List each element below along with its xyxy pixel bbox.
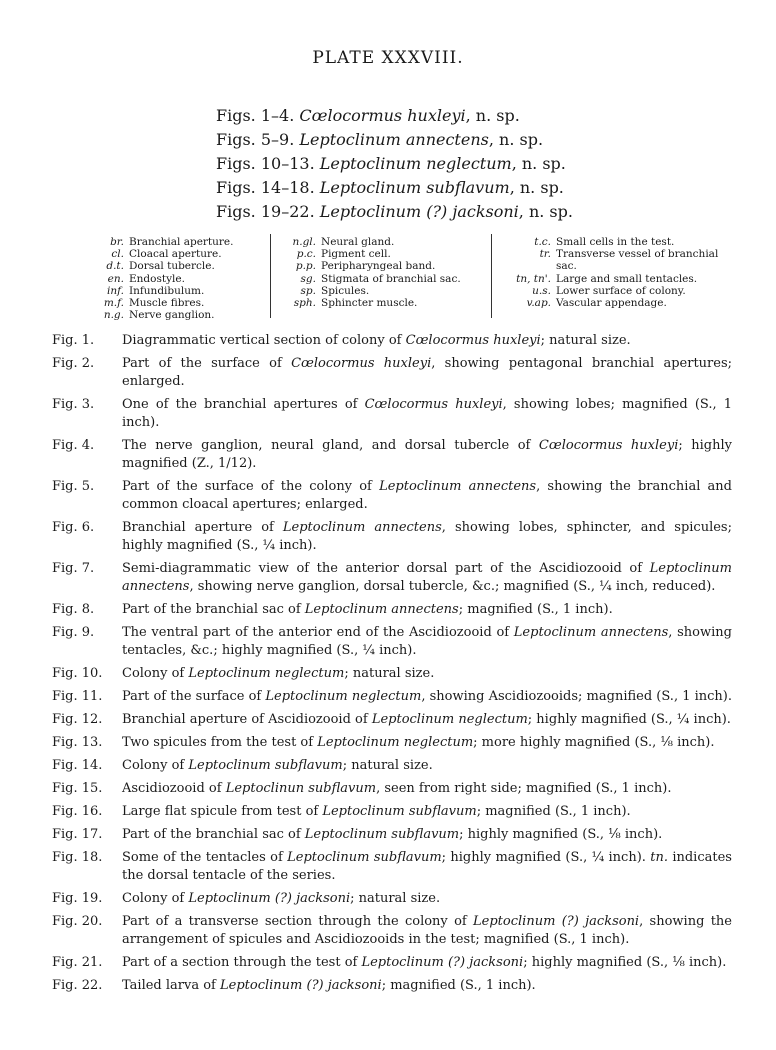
caption-text: Semi-diagrammatic view of the anterior dorsal part of the Ascidiozooid of [122, 561, 650, 576]
figure-number: Fig. 11. [52, 689, 103, 704]
figure-description [122, 913, 732, 949]
abbreviation: sph. [293, 297, 316, 310]
caption-text: Part of the surface of [122, 689, 266, 704]
figure-caption [52, 780, 732, 798]
species-name-italic: Leptoclinum annectens [122, 561, 732, 594]
abbreviation-row [282, 297, 461, 309]
abbreviation-definition: Sphincter muscle. [321, 297, 418, 310]
figure-caption [52, 665, 732, 683]
caption-text: Part of the branchial sac of [122, 602, 305, 617]
caption-text: , showing pentagonal branchial apertures; enlarged. [122, 356, 733, 389]
species-name: Leptoclinum annectens [299, 130, 489, 149]
species-line [216, 104, 636, 128]
figure-number: Fig. 13. [52, 735, 103, 750]
figure-description [122, 624, 732, 660]
abbreviation: n.g. [103, 309, 124, 322]
abbreviation-definition: Spicules. [321, 284, 370, 297]
species-list [216, 104, 636, 224]
caption-text: Some of the tentacles of [122, 850, 288, 865]
caption-text: Branchial aperture of [122, 520, 283, 535]
caption-text: , showing tentacles, &c.; highly magnified (S., ¼ inch). [122, 625, 732, 658]
species-line [216, 200, 636, 224]
species-suffix: , n. sp. [509, 178, 564, 197]
abbreviation: v.ap. [526, 297, 551, 310]
caption-text: ; highly magnified (S., ¼ inch). [527, 712, 731, 727]
figure-number: Fig. 4. [52, 438, 95, 453]
abbreviation-row [95, 309, 233, 321]
figure-number: Fig. 1. [52, 333, 95, 348]
figure-caption [52, 890, 732, 908]
figure-caption [52, 624, 732, 660]
abbreviation-row [95, 297, 233, 309]
abbreviation-definition: Branchial aperture. [129, 236, 234, 248]
caption-text: , showing Ascidiozooids; magnified (S., 1 inch). [421, 689, 732, 704]
species-name-italic: Leptoclinum neglectum [188, 666, 345, 681]
figure-description [122, 688, 732, 706]
figure-number: Fig. 12. [52, 712, 103, 727]
figure-description [122, 890, 732, 908]
abbreviation: n.gl. [292, 236, 316, 248]
species-suffix: , n. sp. [511, 154, 566, 173]
caption-text: ; natural size. [342, 758, 433, 773]
column-divider [270, 234, 271, 318]
abbreviation-definition: Large and small tentacles. [556, 272, 698, 285]
figure-caption [52, 849, 732, 885]
figure-number: Fig. 9. [52, 625, 95, 640]
figure-number: Fig. 19. [52, 891, 103, 906]
caption-text: Diagrammatic vertical section of colony of [122, 333, 406, 348]
abbreviation-row [95, 236, 233, 248]
caption-text: , showing lobes; magnified (S., 1 inch). [122, 397, 732, 430]
caption-text: Tailed larva of [122, 978, 220, 993]
figure-description [122, 519, 732, 555]
caption-text: ; magnified (S., 1 inch). [381, 978, 536, 993]
abbreviation-row [95, 260, 233, 272]
figure-description [122, 437, 732, 473]
abbreviation-definition: Peripharyngeal band. [321, 260, 436, 273]
figure-number: Fig. 8. [52, 602, 95, 617]
abbreviation: en. [107, 272, 124, 285]
figure-number: Fig. 10. [52, 666, 103, 681]
abbreviation-row [282, 285, 461, 297]
caption-text: Large flat spicule from test of [122, 804, 323, 819]
figure-number: Fig. 18. [52, 850, 103, 865]
caption-text: Part of a section through the test of [122, 955, 362, 970]
species-name-italic: Cœlocormus huxleyi [364, 397, 503, 412]
abbreviation-definition: Dorsal tubercle. [129, 260, 215, 273]
abbreviation-definition: Endostyle. [129, 272, 185, 285]
abbreviation-row [282, 236, 461, 248]
species-figs: Figs. 5–9. [216, 130, 295, 149]
species-figs: Figs. 10–13. [216, 154, 315, 173]
caption-text: , showing nerve ganglion, dorsal tubercle, &c.; magnified (S., ¼ inch, reduced). [189, 579, 716, 594]
caption-text: Part of the surface of [122, 356, 292, 371]
figure-number: Fig. 22. [52, 978, 103, 993]
caption-text: ; magnified (S., 1 inch). [476, 804, 631, 819]
abbreviation-row [95, 273, 233, 285]
abbreviation: p.p. [295, 260, 316, 273]
abbreviation-definition: Infundibulum. [129, 284, 205, 297]
caption-text: , showing the arrangement of spicules and Ascidiozooids in the test; magnified (S., 1 inch). [122, 914, 732, 947]
figure-description [122, 560, 732, 596]
abbreviation: d.t. [106, 260, 124, 273]
figure-number: Fig. 6. [52, 520, 95, 535]
figure-number: Fig. 16. [52, 804, 103, 819]
species-name-italic: Leptoclinum annectens [282, 520, 442, 535]
abbreviation-definition: Pigment cell. [321, 248, 391, 261]
figure-number: Fig. 7. [52, 561, 95, 576]
species-name-italic: Leptoclinum annectens [304, 602, 459, 617]
figure-caption [52, 977, 732, 995]
figure-number: Fig. 17. [52, 827, 103, 842]
abbreviation-row [95, 248, 233, 260]
abbreviation-row [282, 248, 461, 260]
species-figs: Figs. 1–4. [216, 106, 295, 125]
figure-caption [52, 803, 732, 821]
figure-number: Fig. 20. [52, 914, 103, 929]
abbreviation-definition: Vascular appendage. [556, 297, 667, 310]
figure-description [122, 478, 732, 514]
abbreviation-row [497, 236, 726, 248]
species-name-italic: tn. [650, 850, 668, 865]
species-name-italic: Leptoclinun subflavum [225, 781, 377, 796]
figure-number: Fig. 2. [52, 356, 95, 371]
species-name-italic: Leptoclinum neglectum [265, 689, 422, 704]
caption-text: Part of a transverse section through the colony of [122, 914, 474, 929]
figure-caption [52, 560, 732, 596]
caption-text: ; highly magnified (S., ¼ inch). [441, 850, 651, 865]
figure-caption [52, 954, 732, 972]
figure-number: Fig. 3. [52, 397, 95, 412]
figure-number: Fig. 21. [52, 955, 103, 970]
figure-number: Fig. 15. [52, 781, 103, 796]
figure-caption [52, 478, 732, 514]
caption-text: ; highly magnified (S., ⅛ inch). [523, 955, 727, 970]
caption-text: , seen from right side; magnified (S., 1 inch). [376, 781, 672, 796]
abbreviation-row [497, 285, 726, 297]
caption-text: , showing the branchial and common cloacal apertures; enlarged. [122, 479, 733, 512]
species-suffix: , n. sp. [488, 130, 544, 149]
figure-caption [52, 519, 732, 555]
abbreviation-definition: Lower surface of colony. [556, 284, 686, 297]
species-name-italic: Leptoclinum (?) jacksoni [220, 978, 382, 993]
figure-caption [52, 688, 732, 706]
figure-description [122, 954, 732, 972]
caption-text: ; highly magnified (S., ⅛ inch). [459, 827, 663, 842]
figure-description [122, 757, 732, 775]
species-name-italic: Leptoclinum neglectum [371, 712, 528, 727]
figure-caption [52, 757, 732, 775]
caption-text: The nerve ganglion, neural gland, and dorsal tubercle of [122, 438, 539, 453]
abbreviation: inf. [107, 284, 124, 297]
caption-text: , showing lobes, sphincter, and spicules; highly magnified (S., ¼ inch). [122, 520, 732, 553]
abbreviation-row [497, 297, 726, 309]
abbreviation-definition: Small cells in the test. [556, 236, 675, 248]
abbreviation-definition: Transverse vessel of branchial sac. [556, 248, 719, 273]
caption-text: ; natural size. [344, 666, 435, 681]
figure-number: Fig. 5. [52, 479, 95, 494]
species-name-italic: Leptoclinum subflavum [304, 827, 460, 842]
species-line [216, 128, 636, 152]
species-name-italic: Leptoclinum annectens [513, 625, 669, 640]
species-name-italic: Leptoclinum subflavum [287, 850, 442, 865]
abbreviation-row [497, 248, 726, 272]
figure-caption [52, 826, 732, 844]
abbreviation: m.f. [103, 297, 124, 310]
figure-caption [52, 396, 732, 432]
species-name-italic: Leptoclinum (?) jacksoni [361, 955, 524, 970]
caption-text: ; natural size. [540, 333, 631, 348]
figure-description [122, 734, 732, 752]
figure-caption [52, 332, 732, 350]
abbreviation-row [95, 285, 233, 297]
abbreviation: tn, tn'. [516, 272, 551, 285]
abbreviation-row [497, 273, 726, 285]
caption-text: ; highly magnified (Z., 1/12). [122, 438, 733, 471]
species-name-italic: Cœlocormus huxleyi [291, 356, 432, 371]
abbreviation: p.c. [296, 248, 316, 261]
species-name: Leptoclinum neglectum [319, 154, 512, 173]
figure-caption [52, 711, 732, 729]
abbreviation: cl. [111, 248, 124, 261]
species-name-italic: Leptoclinum annectens [379, 479, 537, 494]
species-line [216, 152, 636, 176]
abbreviation-definition: Nerve ganglion. [129, 309, 215, 322]
species-name-italic: Leptoclinum neglectum [317, 735, 474, 750]
figure-caption [52, 913, 732, 949]
abbreviation: sp. [300, 284, 316, 297]
caption-text: Part of the surface of the colony of [122, 479, 380, 494]
abbreviation-definition: Neural gland. [321, 236, 395, 248]
abbreviation: sg. [300, 272, 316, 285]
caption-text: Branchial aperture of Ascidiozooid of [122, 712, 372, 727]
figure-description [122, 396, 732, 432]
species-suffix: , n. sp. [518, 202, 573, 221]
species-name: Leptoclinum subflavum [319, 178, 510, 197]
abbreviation-column-1 [95, 236, 233, 321]
species-name-italic: Leptoclinum subflavum [322, 804, 477, 819]
figure-description [122, 780, 732, 798]
figure-caption [52, 601, 732, 619]
caption-text: The ventral part of the anterior end of the Ascidiozooid of [122, 625, 514, 640]
caption-text: Colony of [122, 891, 189, 906]
abbreviation: u.s. [532, 284, 551, 297]
species-line [216, 176, 636, 200]
abbreviation: tr. [539, 248, 551, 261]
figure-description [122, 849, 732, 885]
species-suffix: , n. sp. [465, 106, 520, 125]
plate-title: PLATE XXXVIII. [312, 48, 464, 68]
abbreviation: t.c. [534, 236, 551, 248]
species-name: Cœlocormus huxleyi [299, 106, 466, 125]
abbreviation-row [282, 260, 461, 272]
caption-text: Two spicules from the test of [122, 735, 318, 750]
figure-caption-list [52, 332, 732, 1000]
figure-caption [52, 355, 732, 391]
caption-text: ; natural size. [350, 891, 441, 906]
species-name-italic: Cœlocormus huxleyi [405, 333, 541, 348]
figure-number: Fig. 14. [52, 758, 103, 773]
abbreviation-definition: Muscle fibres. [129, 297, 205, 310]
figure-description [122, 803, 732, 821]
figure-description [122, 355, 732, 391]
caption-text: Ascidiozooid of [122, 781, 226, 796]
species-name-italic: Leptoclinum (?) jacksoni [473, 914, 640, 929]
abbreviation-column-3 [497, 236, 726, 309]
figure-description [122, 826, 732, 844]
caption-text: indicates the dorsal tentacle of the series. [122, 850, 732, 883]
caption-text: ; magnified (S., 1 inch). [458, 602, 613, 617]
column-divider [491, 234, 492, 318]
abbreviation-definition: Cloacal aperture. [129, 248, 222, 261]
caption-text: One of the branchial apertures of [122, 397, 365, 412]
figure-description [122, 711, 732, 729]
caption-text: Colony of [122, 758, 189, 773]
figure-description [122, 665, 732, 683]
abbreviation-column-2 [282, 236, 461, 309]
species-name: Leptoclinum (?) jacksoni [319, 202, 519, 221]
abbreviation-row [282, 273, 461, 285]
species-figs: Figs. 19–22. [216, 202, 315, 221]
figure-caption [52, 734, 732, 752]
caption-text: ; more highly magnified (S., ⅛ inch). [473, 735, 715, 750]
abbreviation-definition: Stigmata of branchial sac. [321, 272, 461, 285]
abbreviation: br. [110, 236, 124, 248]
figure-description [122, 332, 732, 350]
figure-description [122, 601, 732, 619]
caption-text: Part of the branchial sac of [122, 827, 305, 842]
caption-text: Colony of [122, 666, 189, 681]
species-name-italic: Leptoclinum subflavum [188, 758, 343, 773]
species-name-italic: Leptoclinum (?) jacksoni [188, 891, 351, 906]
species-name-italic: Cœlocormus huxleyi [538, 438, 679, 453]
figure-caption [52, 437, 732, 473]
species-figs: Figs. 14–18. [216, 178, 315, 197]
figure-description [122, 977, 732, 995]
